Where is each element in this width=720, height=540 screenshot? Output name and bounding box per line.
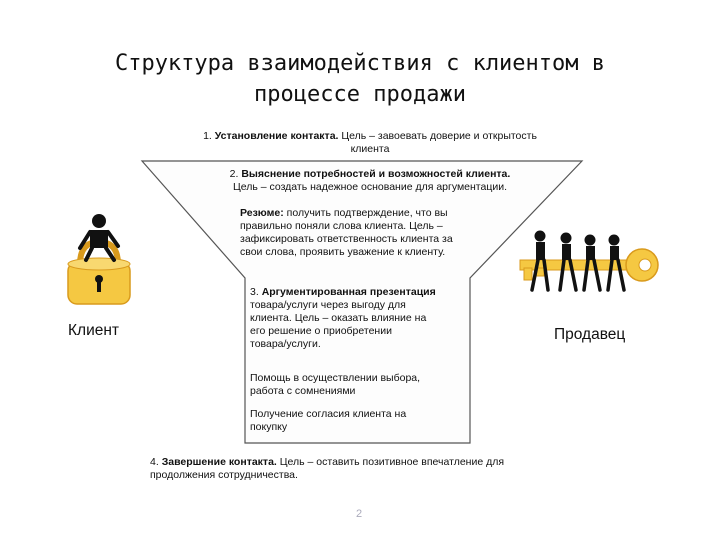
step-1-heading: Установление контакта. [214,130,339,142]
step-2-goal: Цель – создать надежное основание для аргументации. [232,181,508,193]
help-choice-text [250,372,465,398]
resume-text [240,207,500,259]
page-title [60,48,660,110]
step-4-number: 4. [150,456,159,468]
client-label: Клиент [68,322,120,339]
step-4-text [150,456,590,482]
help-line-1: Помощь в осуществлении выбора, [250,372,421,384]
resume-line-2: правильно поняли слова клиента. Цель – [240,220,443,232]
step-2-heading: Выяснение потребностей и возможностей клиента. [241,168,511,180]
step-4-heading: Завершение контакта. [161,456,277,468]
agreement-text [250,408,465,434]
step-3-line-5: товара/услуги. [250,338,321,350]
seller-label: Продавец [554,326,626,343]
step-1-number: 1. [203,130,212,142]
step-3-text [250,286,465,351]
page-number: 2 [356,508,363,520]
step-1-goal-line-2: клиента [350,143,390,155]
agreement-line-2: покупку [250,421,288,433]
people-carrying-key-icon [518,228,678,300]
help-line-2: работа с сомнениями [250,385,356,397]
step-1-goal: Цель – завоевать доверие и открытость [338,130,537,142]
title-line-2: процессе продажи [254,82,466,107]
resume-line-4: свои слова, проявить уважение к клиенту. [240,246,446,258]
step-3-line-3: клиента. Цель – оказать влияние на [250,312,427,324]
title-line-1: Структура взаимодействия с клиентом в [114,51,606,76]
step-2-number: 2. [229,168,239,180]
agreement-line-1: Получение согласия клиента на [250,408,407,420]
step-2-text [150,168,590,194]
step-4-goal-line-2: продолжения сотрудничества. [150,469,298,481]
step-1-text [150,130,590,156]
step-3-number: 3. [250,286,259,298]
person-sitting-on-padlock-icon [62,212,137,307]
step-3-heading: Аргументированная презентация [261,286,436,298]
resume-line-3: зафиксировать ответственность клиента за [240,233,453,245]
resume-heading: Резюме: [240,207,284,219]
step-3-line-4: его решение о приобретении [250,325,392,337]
step-4-goal: Цель – оставить позитивное впечатление для [276,456,505,468]
resume-line-1: получить подтверждение, что вы [283,207,448,219]
step-3-line-2: товара/услуги через выгоду для [250,299,406,311]
